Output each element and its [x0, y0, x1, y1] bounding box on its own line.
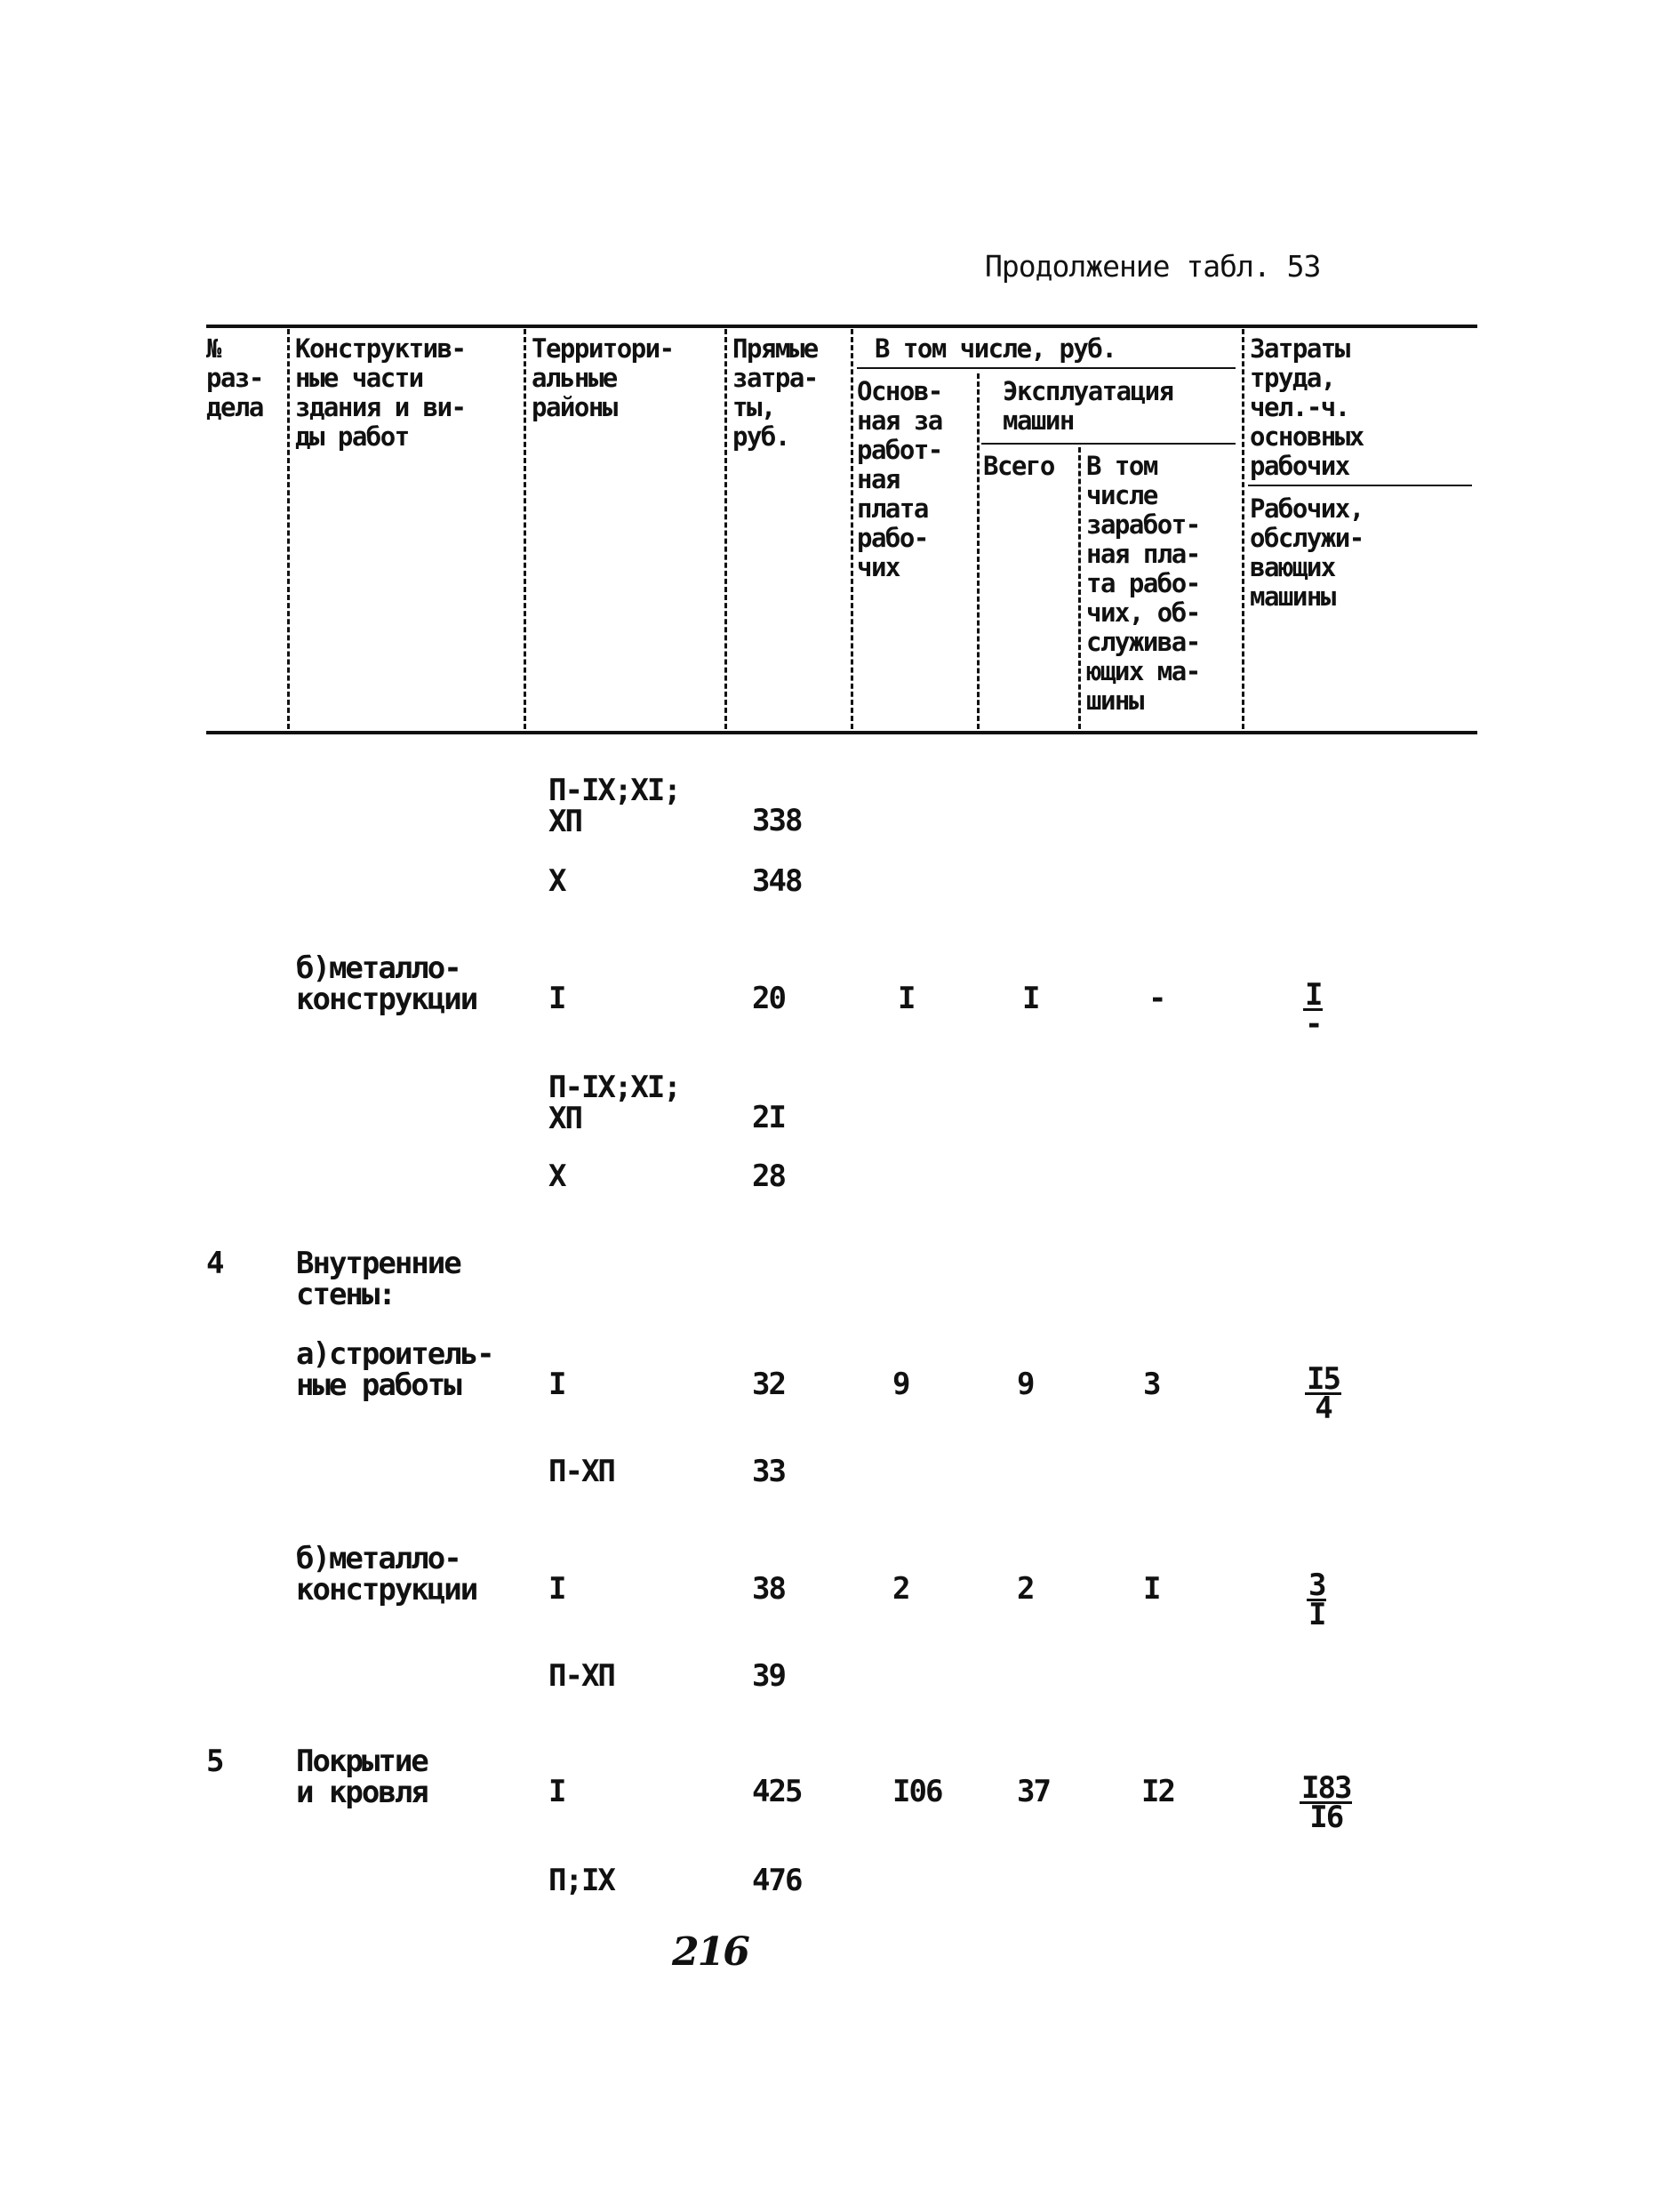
- header-labor-main: Затраты труда, чел.-ч. основных рабочих: [1250, 333, 1364, 481]
- col-separator-1: [287, 329, 290, 729]
- labor-numerator: I5: [1307, 1361, 1340, 1397]
- header-construction-parts: Конструктив- ные части здания и ви- ды работ: [295, 333, 466, 452]
- region-cell: I: [548, 1774, 565, 1809]
- header-bottom-rule: [206, 731, 1477, 734]
- part-cell: б)металло- конструкции: [296, 1541, 477, 1608]
- header-labor-machine: Рабочих, обслужи- вающих машины: [1250, 493, 1364, 612]
- wage-cell: I: [898, 981, 915, 1016]
- header-section-number: № раз- дела: [206, 333, 263, 422]
- labor-numerator: I83: [1301, 1770, 1351, 1806]
- region-cell: I: [548, 981, 565, 1016]
- direct-cost-cell: 476: [752, 1863, 802, 1898]
- table-caption: Продолжение табл. 53: [985, 249, 1321, 284]
- header-machine-total: Всего: [983, 451, 1054, 481]
- labor-fraction: [1307, 1568, 1326, 1632]
- region-cell: П-XП: [548, 1658, 614, 1694]
- col-separator-6: [1078, 447, 1081, 729]
- direct-cost-cell: 39: [752, 1658, 785, 1694]
- machine-total-cell: 2: [1017, 1571, 1034, 1607]
- machine-wage-cell: 3: [1143, 1367, 1160, 1402]
- labor-denominator: I: [1308, 1597, 1325, 1632]
- direct-cost-cell: 338: [752, 803, 802, 838]
- region-cell: П;IX: [548, 1863, 614, 1898]
- header-top-rule: [206, 325, 1477, 328]
- direct-cost-cell: 2I: [752, 1100, 785, 1135]
- machine-total-cell: I: [1022, 981, 1039, 1016]
- machine-wage-cell: -: [1148, 981, 1165, 1016]
- header-machine-wage: В том числе заработ- ная пла- та рабо- чих, об- служива- ющих ма- шины: [1086, 451, 1200, 716]
- section-number-cell: 4: [206, 1246, 223, 1281]
- region-cell: П-IX;XI; XП: [548, 773, 680, 839]
- col-separator-2: [524, 329, 526, 729]
- header-including: В том числе, руб.: [875, 333, 1116, 364]
- wage-cell: 9: [892, 1367, 909, 1402]
- region-cell: П-IX;XI; XП: [548, 1070, 680, 1136]
- region-cell: I: [548, 1367, 565, 1402]
- labor-numerator: 3: [1308, 1568, 1325, 1603]
- col-separator-4: [851, 329, 853, 729]
- page-number: 216: [672, 1929, 748, 1975]
- labor-numerator: I: [1305, 977, 1322, 1013]
- labor-fraction: [1303, 977, 1323, 1042]
- labor-fraction: [1305, 1361, 1341, 1426]
- header-direct-costs: Прямые затра- ты, руб.: [732, 333, 818, 452]
- machines-underline: [981, 443, 1236, 445]
- region-cell: X: [548, 1159, 565, 1194]
- part-cell: Покрытие и кровля: [296, 1744, 428, 1810]
- header-machine-operation: Эксплуатация машин: [1003, 376, 1173, 436]
- labor-denominator: I6: [1309, 1800, 1343, 1835]
- header-regions: Территори- альные районы: [532, 333, 674, 422]
- region-cell: П-XП: [548, 1454, 614, 1489]
- wage-cell: I06: [892, 1774, 942, 1809]
- part-cell: а)строитель- ные работы: [296, 1336, 493, 1403]
- machine-total-cell: 37: [1017, 1774, 1050, 1809]
- wage-cell: 2: [892, 1571, 909, 1607]
- direct-cost-cell: 20: [752, 981, 785, 1016]
- direct-cost-cell: 32: [752, 1367, 785, 1402]
- labor-fraction: [1300, 1770, 1352, 1835]
- part-cell: б)металло- конструкции: [296, 950, 477, 1017]
- col-separator-5: [977, 373, 980, 729]
- labor-denominator: -: [1305, 1006, 1322, 1042]
- incl-underline: [857, 367, 1236, 369]
- labor-divider: [1248, 485, 1472, 486]
- machine-wage-cell: I: [1143, 1571, 1160, 1607]
- labor-denominator: 4: [1315, 1391, 1332, 1426]
- machine-total-cell: 9: [1017, 1367, 1034, 1402]
- machine-wage-cell: I2: [1141, 1774, 1174, 1809]
- col-separator-7: [1242, 329, 1244, 729]
- direct-cost-cell: 28: [752, 1159, 785, 1194]
- region-cell: I: [548, 1571, 565, 1607]
- section-number-cell: 5: [206, 1744, 223, 1779]
- header-base-wage: Основ- ная за работ- ная плата рабо- чих: [857, 376, 942, 582]
- region-cell: X: [548, 863, 565, 899]
- direct-cost-cell: 348: [752, 863, 802, 899]
- direct-cost-cell: 425: [752, 1774, 802, 1809]
- part-cell: Внутренние стены:: [296, 1246, 460, 1312]
- direct-cost-cell: 33: [752, 1454, 785, 1489]
- direct-cost-cell: 38: [752, 1571, 785, 1607]
- col-separator-3: [724, 329, 727, 729]
